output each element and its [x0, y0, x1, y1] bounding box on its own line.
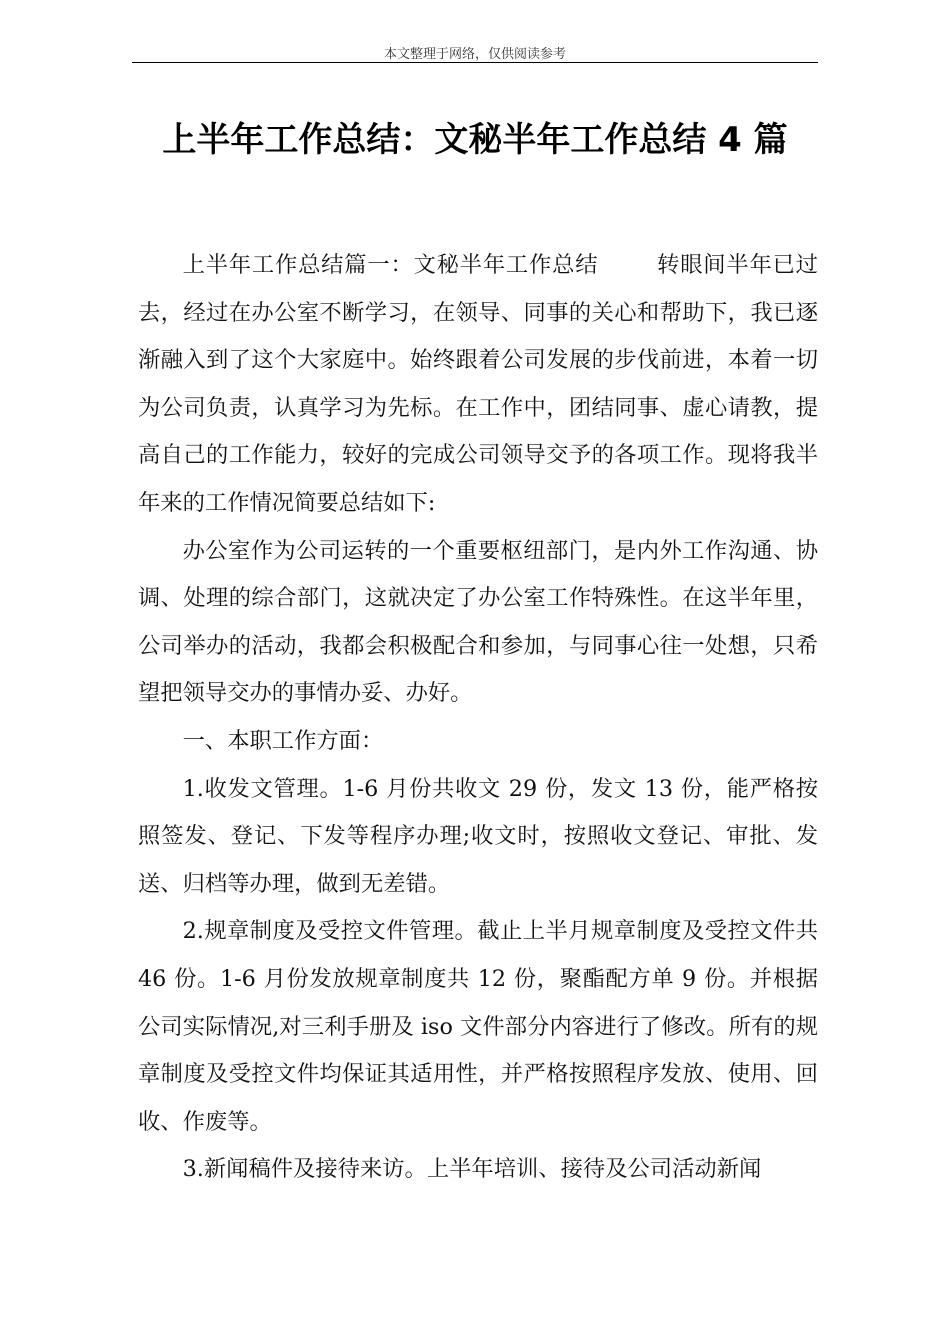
paragraph-document-management: 1.收发文管理。1-6 月份共收文 29 份，发文 13 份，能严格按照签发、登记、下发等程序办理;收文时，按照收文登记、审批、发送、归档等办理，做到无差错。 [138, 775, 818, 897]
document-body [138, 242, 818, 1194]
intro-text: 转眼间半年已过去，经过在办公室不断学习，在领导、同事的关心和帮助下，我已逐渐融入到了这个大家庭中。始终跟着公司发展的步伐前进，本着一切为公司负责，认真学习为先标。在工作中，团结同事、虚心请教，提高自己的工作能力，较好的完成公司领导交予的各项工作。现将我半年来的工作情况简要总结如下: [138, 252, 818, 516]
section-heading-duties: 一、本职工作方面： [182, 727, 384, 754]
paragraph-regulations: 2.规章制度及受控文件管理。截止上半月规章制度及受控文件共 46 份。1-6 月份发放规章制度共 12 份，聚酯配方单 9 份。并根据公司实际情况,对三利手册及 iso 文件部分内容进行了修改。所有的规章制度及受控文件均保证其适用性，并严格按照程序发放、使用、回收、作废等。 [138, 918, 818, 1135]
header-note: 本文整理于网络，仅供阅读参考 [383, 47, 566, 62]
paragraph-news-reception: 3.新闻稿件及接待来访。上半年培训、接待及公司活动新闻 [182, 1156, 762, 1183]
document-title: 上半年工作总结：文秘半年工作总结 4 篇 [162, 120, 788, 160]
paragraph-office-role: 办公室作为公司运转的一个重要枢纽部门，是内外工作沟通、协调、处理的综合部门，这就决定了办公室工作特殊性。在这半年里，公司举办的活动，我都会积极配合和参加，与同事心往一处想，只希望把领导交办的事情办妥、办好。 [138, 537, 818, 707]
header-divider [132, 62, 818, 63]
intro-paragraph [138, 242, 818, 528]
intro-heading: 上半年工作总结篇一：文秘半年工作总结 [182, 252, 599, 278]
